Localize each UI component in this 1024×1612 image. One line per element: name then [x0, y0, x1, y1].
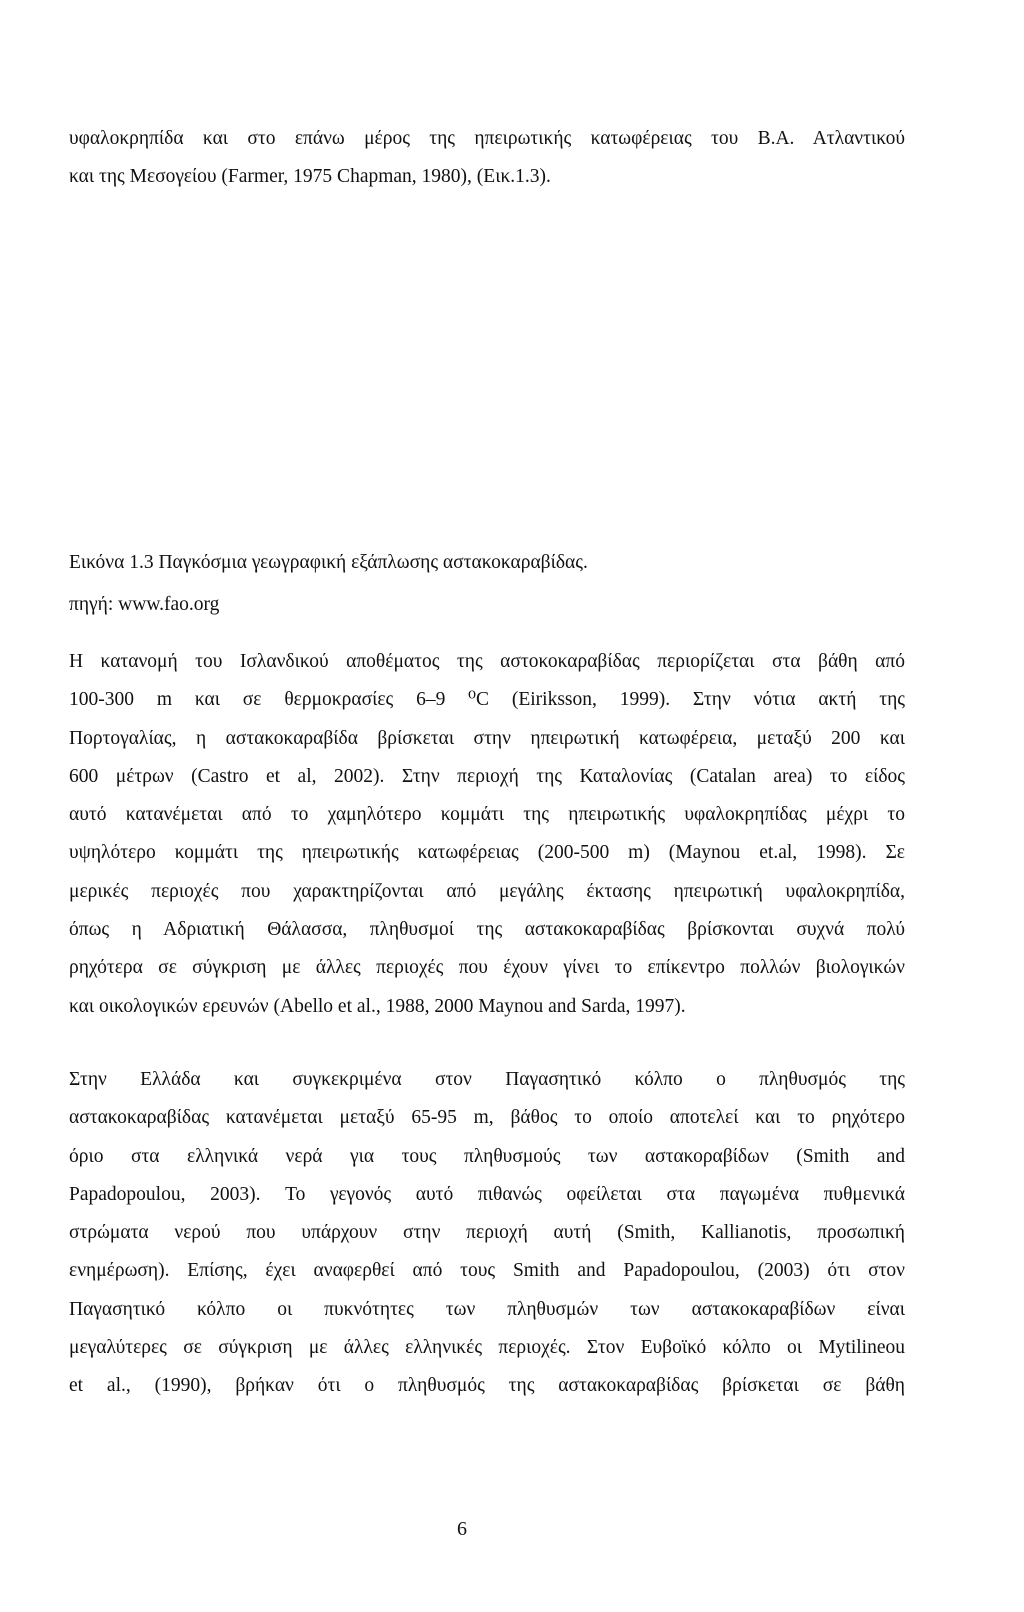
figure-caption: Εικόνα 1.3 Παγκόσμια γεωγραφική εξάπλωσης αστακοκαραβίδας.: [69, 552, 588, 573]
text-line: Πορτογαλίας, η αστακοκαραβίδα βρίσκεται στην ηπειρωτική κατωφέρεια, μεταξύ 200 και: [69, 727, 905, 749]
text-line: υψηλότερο κομμάτι της ηπειρωτικής κατωφέρειας (200-500 m) (Maynou et.al, 1998). Σε: [69, 842, 905, 864]
text-line: αυτό κατανέμεται από το χαμηλότερο κομμάτι της ηπειρωτικής υφαλοκρηπίδας μέχρι το: [69, 804, 905, 826]
text-line: Στην Ελλάδα και συγκεκριμένα στον Παγασητικό κόλπο ο πληθυσμός της: [69, 1069, 905, 1090]
text-line: Η κατανομή του Ισλανδικού αποθέματος της αστοκοκαραβίδας περιορίζεται στα βάθη από: [69, 651, 905, 672]
document-page: [69, 0, 905, 1612]
text-line: υφαλοκρηπίδα και στο επάνω μέρος της ηπειρωτικής κατωφέρειας του Β.Α. Ατλαντικού: [69, 128, 905, 149]
text-line: μερικές περιοχές που χαρακτηρίζονται από μεγάλης έκτασης ηπειρωτική υφαλοκρηπίδα,: [69, 880, 905, 902]
intro-paragraph: [69, 120, 905, 197]
text-line: ενημέρωση). Επίσης, έχει αναφερθεί από τους Smith and Papadopoulou, (2003) ότι στον: [69, 1260, 905, 1282]
text-line: και της Μεσογείου (Farmer, 1975 Chapman, 1980), (Εικ.1.3).: [69, 166, 551, 188]
text-line: μεγαλύτερες σε σύγκριση με άλλες ελληνικές περιοχές. Στον Ευβοϊκό κόλπο οι Mytilineou: [69, 1337, 905, 1359]
text-line: αστακοκαραβίδας κατανέμεται μεταξύ 65-95 m, βάθος το οποίο αποτελεί και το ρηχότερο: [69, 1107, 905, 1129]
figure-caption-block: [69, 543, 588, 625]
paragraph-greece: [69, 1061, 905, 1406]
text-line: όπως η Αδριατική Θάλασσα, πληθυσμοί της αστακοκαραβίδας βρίσκονται συχνά πολύ: [69, 919, 905, 941]
paragraph-distribution: [69, 643, 905, 1026]
text-line: και οικολογικών ερευνών (Abello et al., 1988, 2000 Maynou and Sarda, 1997).: [69, 995, 686, 1017]
text-line: Papadopoulou, 2003). Το γεγονός αυτό πιθανώς οφείλεται στα παγωμένα πυθμενικά: [69, 1183, 905, 1205]
text-line: στρώματα νερού που υπάρχουν στην περιοχή αυτή (Smith, Kallianotis, προσωπική: [69, 1222, 905, 1244]
text-line: Παγασητικό κόλπο οι πυκνότητες των πληθυσμών των αστακοκαραβίδων είναι: [69, 1298, 905, 1320]
page-number: 6: [457, 1518, 467, 1540]
text-line: 600 μέτρων (Castro et al, 2002). Στην περιοχή της Καταλονίας (Catalan area) το είδος: [69, 765, 905, 787]
text-line: ρηχότερα σε σύγκριση με άλλες περιοχές που έχουν γίνει το επίκεντρο πολλών βιολογικών: [69, 957, 905, 979]
text-line: 100-300 m και σε θερμοκρασίες 6–9 ⁰C (Eiriksson, 1999). Στην νότια ακτή της: [69, 689, 905, 711]
text-line: όριο στα ελληνικά νερά για τους πληθυσμούς των αστακοραβίδων (Smith and: [69, 1145, 905, 1167]
figure-source: πηγή: www.fao.org: [69, 594, 220, 615]
text-line: et al., (1990), βρήκαν ότι ο πληθυσμός της αστακοκαραβίδας βρίσκεται σε βάθη: [69, 1375, 905, 1397]
